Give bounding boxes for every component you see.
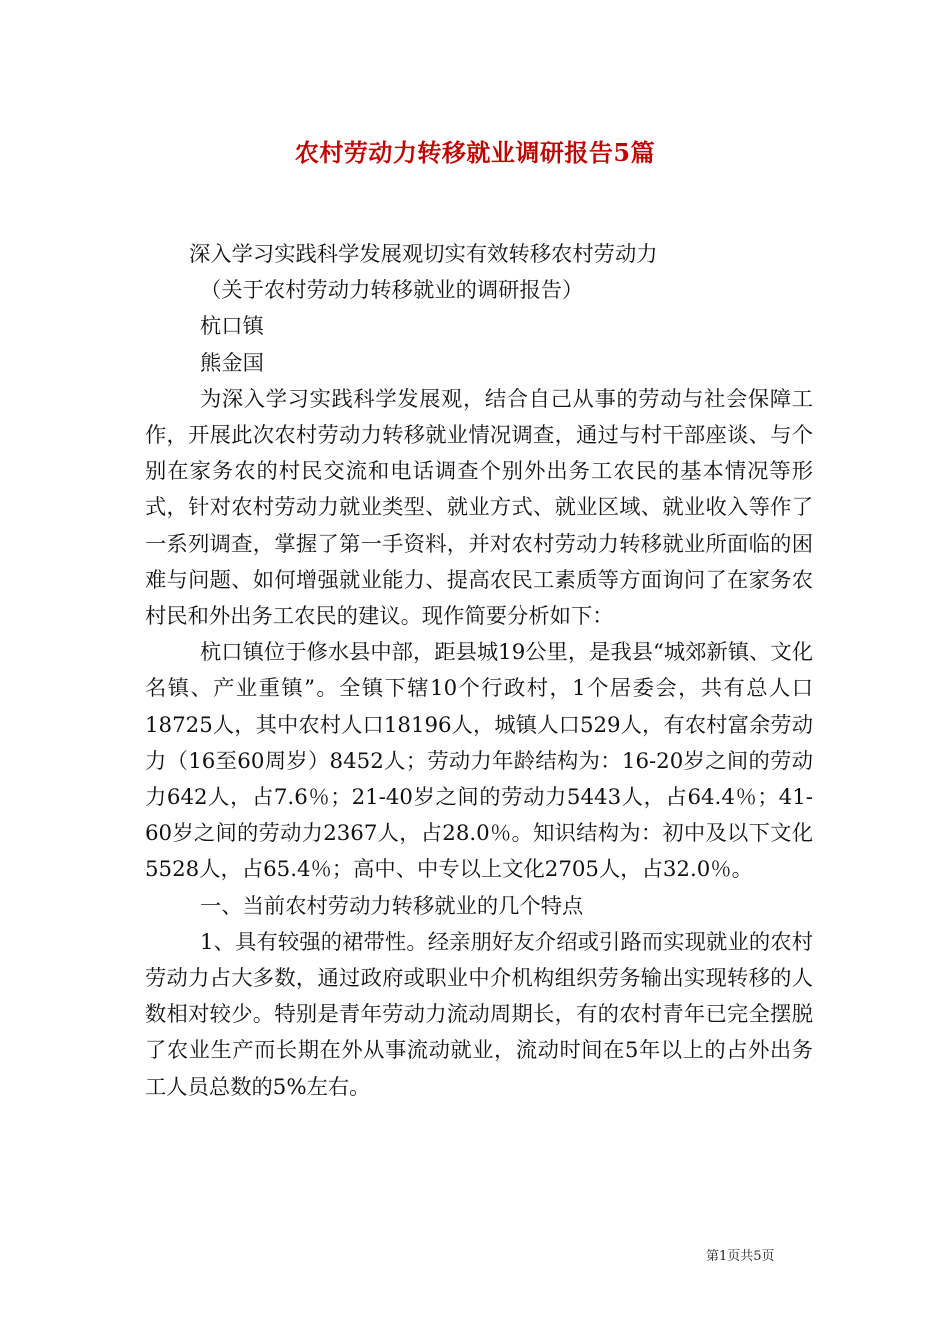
section-heading: 一、当前农村劳动力转移就业的几个特点 <box>200 893 584 919</box>
document-body <box>145 237 813 1106</box>
paragraph: 1、具有较强的裙带性。经亲朋好友介绍或引路而实现就业的农村劳动力占大多数，通过政府或职业中介机构组织劳务输出实现转移的人数相对较少。特别是青年劳动力流动周期长，有的农村青年已完全摆脱了农业生产而长期在外从事流动就业，流动时间在5年以上的占外出务工人员总数的5%左右。 <box>145 929 813 1100</box>
paragraph: 为深入学习实践科学发展观，结合自己从事的劳动与社会保障工作，开展此次农村劳动力转移就业情况调查，通过与村干部座谈、与个别在家务农的村民交流和电话调查个别外出务工农民的基本情况等形式，针对农村劳动力就业类型、就业方式、就业区域、就业收入等作了一系列调查，掌握了第一手资料，并对农村劳动力转移就业所面临的困难与问题、如何增强就业能力、提高农民工素质等方面询问了在家务农村民和外出务工农民的建议。现作简要分析如下： <box>145 386 813 630</box>
page-number-footer: 第1页共5页 <box>706 1249 775 1264</box>
author: 熊金国 <box>200 350 264 376</box>
subtitle-note: （关于农村劳动力转移就业的调研报告） <box>200 278 584 304</box>
subtitle: 深入学习实践科学发展观切实有效转移农村劳动力 <box>189 242 658 267</box>
organization: 杭口镇 <box>200 314 264 340</box>
document-title: 农村劳动力转移就业调研报告5篇 <box>294 138 656 167</box>
paragraph: 杭口镇位于修水县中部，距县城19公里，是我县“城郊新镇、文化名镇、产业重镇”。全镇下辖10个行政村，1个居委会，共有总人口18725人，其中农村人口18196人，城镇人口529人，有农村富余劳动力（16至60周岁）8452人；劳动力年龄结构为：16-20岁之间的劳动力642人，占7.6％；21-40岁之间的劳动力5443人，占64.4％；41-60岁之间的劳动力2367人，占28.0％。知识结构为：初中及以下文化5528人，占65.4％；高中、中专以上文化2705人，占32.0％。 <box>145 640 814 883</box>
